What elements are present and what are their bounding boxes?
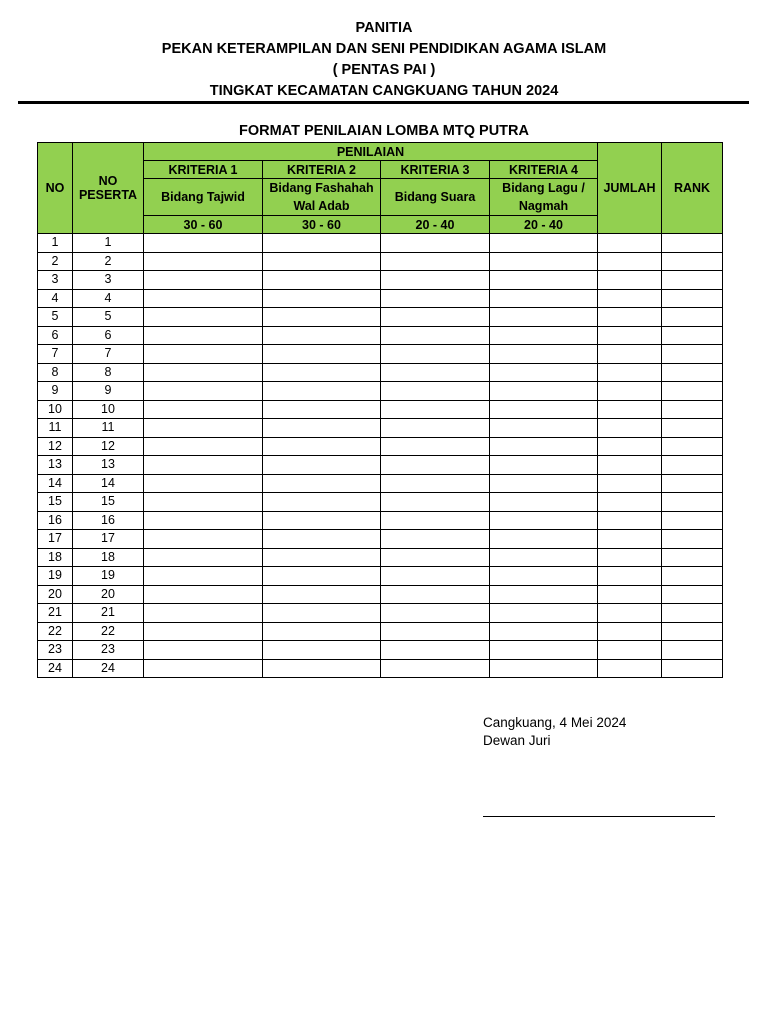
cell-no-peserta: 1 xyxy=(73,234,144,253)
cell-kriteria-2[interactable] xyxy=(263,419,381,438)
cell-no-peserta: 20 xyxy=(73,585,144,604)
cell-kriteria-3[interactable] xyxy=(381,419,490,438)
cell-kriteria-4[interactable] xyxy=(490,382,598,401)
cell-no: 5 xyxy=(38,308,73,327)
cell-jumlah[interactable] xyxy=(598,382,662,401)
cell-kriteria-1[interactable] xyxy=(144,567,263,586)
header-range-2: 30 - 60 xyxy=(263,216,381,234)
cell-kriteria-3[interactable] xyxy=(381,493,490,512)
cell-no-peserta: 19 xyxy=(73,567,144,586)
header-kriteria-3: KRITERIA 3 xyxy=(381,161,490,179)
cell-rank[interactable] xyxy=(662,271,723,290)
cell-no-peserta: 24 xyxy=(73,659,144,678)
cell-no: 6 xyxy=(38,326,73,345)
cell-no: 3 xyxy=(38,271,73,290)
cell-no: 9 xyxy=(38,382,73,401)
cell-kriteria-2[interactable] xyxy=(263,530,381,549)
cell-kriteria-3[interactable] xyxy=(381,326,490,345)
cell-kriteria-3[interactable] xyxy=(381,271,490,290)
cell-kriteria-2[interactable] xyxy=(263,326,381,345)
cell-kriteria-1[interactable] xyxy=(144,530,263,549)
cell-jumlah[interactable] xyxy=(598,326,662,345)
cell-no-peserta: 10 xyxy=(73,400,144,419)
cell-rank[interactable] xyxy=(662,308,723,327)
cell-rank[interactable] xyxy=(662,622,723,641)
cell-rank[interactable] xyxy=(662,400,723,419)
cell-no-peserta: 7 xyxy=(73,345,144,364)
cell-no: 4 xyxy=(38,289,73,308)
cell-no: 10 xyxy=(38,400,73,419)
table-row xyxy=(38,363,723,382)
header-jumlah: JUMLAH xyxy=(598,143,662,234)
cell-kriteria-4[interactable] xyxy=(490,641,598,660)
cell-no-peserta: 6 xyxy=(73,326,144,345)
cell-no: 1 xyxy=(38,234,73,253)
cell-no: 12 xyxy=(38,437,73,456)
cell-kriteria-3[interactable] xyxy=(381,234,490,253)
cell-kriteria-1[interactable] xyxy=(144,271,263,290)
cell-kriteria-1[interactable] xyxy=(144,326,263,345)
cell-kriteria-3[interactable] xyxy=(381,456,490,475)
cell-kriteria-1[interactable] xyxy=(144,363,263,382)
cell-kriteria-2[interactable] xyxy=(263,289,381,308)
cell-kriteria-1[interactable] xyxy=(144,456,263,475)
header-committee: PANITIA xyxy=(355,20,413,36)
header-kriteria-1: KRITERIA 1 xyxy=(144,161,263,179)
header-divider xyxy=(18,101,749,104)
cell-kriteria-3[interactable] xyxy=(381,308,490,327)
cell-kriteria-4[interactable] xyxy=(490,234,598,253)
header-no-peserta-label: NO PESERTA xyxy=(78,174,138,202)
table-row xyxy=(38,345,723,364)
cell-kriteria-4[interactable] xyxy=(490,511,598,530)
cell-kriteria-4[interactable] xyxy=(490,548,598,567)
cell-kriteria-4[interactable] xyxy=(490,567,598,586)
cell-kriteria-2[interactable] xyxy=(263,622,381,641)
cell-rank[interactable] xyxy=(662,345,723,364)
cell-jumlah[interactable] xyxy=(598,289,662,308)
header-bidang-4: Bidang Lagu / Nagmah xyxy=(490,179,598,216)
cell-kriteria-3[interactable] xyxy=(381,604,490,623)
table-row xyxy=(38,326,723,345)
cell-kriteria-3[interactable] xyxy=(381,289,490,308)
cell-kriteria-4[interactable] xyxy=(490,363,598,382)
cell-kriteria-4[interactable] xyxy=(490,604,598,623)
cell-kriteria-4[interactable] xyxy=(490,437,598,456)
cell-kriteria-2[interactable] xyxy=(263,437,381,456)
cell-kriteria-2[interactable] xyxy=(263,271,381,290)
cell-jumlah[interactable] xyxy=(598,604,662,623)
cell-kriteria-2[interactable] xyxy=(263,345,381,364)
cell-kriteria-3[interactable] xyxy=(381,382,490,401)
cell-no-peserta: 13 xyxy=(73,456,144,475)
cell-jumlah[interactable] xyxy=(598,419,662,438)
cell-jumlah[interactable] xyxy=(598,437,662,456)
cell-kriteria-3[interactable] xyxy=(381,252,490,271)
cell-no-peserta: 16 xyxy=(73,511,144,530)
cell-kriteria-1[interactable] xyxy=(144,622,263,641)
cell-rank[interactable] xyxy=(662,511,723,530)
cell-kriteria-4[interactable] xyxy=(490,585,598,604)
cell-kriteria-4[interactable] xyxy=(490,659,598,678)
scoring-table xyxy=(37,142,723,678)
cell-no: 8 xyxy=(38,363,73,382)
cell-no: 2 xyxy=(38,252,73,271)
cell-rank[interactable] xyxy=(662,474,723,493)
cell-jumlah[interactable] xyxy=(598,474,662,493)
cell-kriteria-4[interactable] xyxy=(490,252,598,271)
header-bidang-1: Bidang Tajwid xyxy=(144,179,263,216)
table-row xyxy=(38,659,723,678)
cell-no-peserta: 17 xyxy=(73,530,144,549)
cell-kriteria-4[interactable] xyxy=(490,308,598,327)
cell-jumlah[interactable] xyxy=(598,548,662,567)
cell-kriteria-1[interactable] xyxy=(144,493,263,512)
cell-no: 23 xyxy=(38,641,73,660)
cell-kriteria-3[interactable] xyxy=(381,363,490,382)
cell-no: 17 xyxy=(38,530,73,549)
cell-kriteria-4[interactable] xyxy=(490,289,598,308)
cell-jumlah[interactable] xyxy=(598,456,662,475)
cell-rank[interactable] xyxy=(662,419,723,438)
cell-jumlah[interactable] xyxy=(598,234,662,253)
cell-jumlah[interactable] xyxy=(598,363,662,382)
cell-no: 22 xyxy=(38,622,73,641)
cell-no-peserta: 11 xyxy=(73,419,144,438)
cell-rank[interactable] xyxy=(662,437,723,456)
header-bidang-2: Bidang Fashahah Wal Adab xyxy=(263,179,381,216)
table-body xyxy=(38,234,723,678)
header-no: NO xyxy=(38,143,73,234)
cell-no-peserta: 9 xyxy=(73,382,144,401)
table-row xyxy=(38,419,723,438)
cell-kriteria-4[interactable] xyxy=(490,400,598,419)
cell-kriteria-3[interactable] xyxy=(381,345,490,364)
cell-rank[interactable] xyxy=(662,493,723,512)
cell-kriteria-4[interactable] xyxy=(490,493,598,512)
cell-kriteria-2[interactable] xyxy=(263,567,381,586)
cell-kriteria-1[interactable] xyxy=(144,474,263,493)
header-bidang-3: Bidang Suara xyxy=(381,179,490,216)
signature-line xyxy=(483,816,715,817)
cell-no-peserta: 23 xyxy=(73,641,144,660)
cell-kriteria-2[interactable] xyxy=(263,363,381,382)
document-header xyxy=(0,18,768,102)
table-row xyxy=(38,456,723,475)
cell-rank[interactable] xyxy=(662,567,723,586)
table-row xyxy=(38,585,723,604)
table-row xyxy=(38,530,723,549)
table-row xyxy=(38,548,723,567)
cell-kriteria-2[interactable] xyxy=(263,493,381,512)
cell-rank[interactable] xyxy=(662,456,723,475)
cell-kriteria-2[interactable] xyxy=(263,252,381,271)
cell-no-peserta: 12 xyxy=(73,437,144,456)
form-title: FORMAT PENILAIAN LOMBA MTQ PUTRA xyxy=(239,123,529,139)
cell-no-peserta: 8 xyxy=(73,363,144,382)
cell-kriteria-3[interactable] xyxy=(381,511,490,530)
cell-kriteria-2[interactable] xyxy=(263,511,381,530)
table-row xyxy=(38,641,723,660)
cell-kriteria-3[interactable] xyxy=(381,548,490,567)
table-header xyxy=(38,143,723,234)
table-row xyxy=(38,271,723,290)
cell-kriteria-1[interactable] xyxy=(144,308,263,327)
cell-no-peserta: 5 xyxy=(73,308,144,327)
cell-kriteria-4[interactable] xyxy=(490,326,598,345)
header-no-peserta xyxy=(73,143,144,234)
cell-rank[interactable] xyxy=(662,585,723,604)
cell-no: 20 xyxy=(38,585,73,604)
cell-no: 24 xyxy=(38,659,73,678)
cell-jumlah[interactable] xyxy=(598,493,662,512)
table-row xyxy=(38,604,723,623)
cell-jumlah[interactable] xyxy=(598,659,662,678)
cell-rank[interactable] xyxy=(662,234,723,253)
table-row xyxy=(38,437,723,456)
cell-kriteria-3[interactable] xyxy=(381,437,490,456)
cell-kriteria-1[interactable] xyxy=(144,289,263,308)
cell-kriteria-4[interactable] xyxy=(490,419,598,438)
table-row xyxy=(38,382,723,401)
cell-kriteria-3[interactable] xyxy=(381,659,490,678)
table-row xyxy=(38,511,723,530)
cell-jumlah[interactable] xyxy=(598,567,662,586)
cell-no: 14 xyxy=(38,474,73,493)
cell-no-peserta: 4 xyxy=(73,289,144,308)
cell-no-peserta: 14 xyxy=(73,474,144,493)
cell-kriteria-2[interactable] xyxy=(263,659,381,678)
cell-no-peserta: 21 xyxy=(73,604,144,623)
header-range-4: 20 - 40 xyxy=(490,216,598,234)
cell-kriteria-1[interactable] xyxy=(144,400,263,419)
cell-kriteria-3[interactable] xyxy=(381,474,490,493)
cell-kriteria-4[interactable] xyxy=(490,530,598,549)
cell-kriteria-2[interactable] xyxy=(263,604,381,623)
signature-place-date: Cangkuang, 4 Mei 2024 xyxy=(483,715,627,730)
cell-kriteria-3[interactable] xyxy=(381,567,490,586)
cell-kriteria-1[interactable] xyxy=(144,234,263,253)
header-event-abbr: ( PENTAS PAI ) xyxy=(332,62,436,78)
cell-jumlah[interactable] xyxy=(598,345,662,364)
cell-jumlah[interactable] xyxy=(598,511,662,530)
signature-block xyxy=(483,714,626,750)
cell-kriteria-3[interactable] xyxy=(381,641,490,660)
cell-kriteria-2[interactable] xyxy=(263,456,381,475)
cell-rank[interactable] xyxy=(662,530,723,549)
header-kriteria-4: KRITERIA 4 xyxy=(490,161,598,179)
cell-no: 19 xyxy=(38,567,73,586)
header-range-3: 20 - 40 xyxy=(381,216,490,234)
cell-kriteria-1[interactable] xyxy=(144,641,263,660)
cell-jumlah[interactable] xyxy=(598,308,662,327)
header-kriteria-2: KRITERIA 2 xyxy=(263,161,381,179)
cell-rank[interactable] xyxy=(662,641,723,660)
table-row xyxy=(38,474,723,493)
cell-rank[interactable] xyxy=(662,289,723,308)
cell-rank[interactable] xyxy=(662,326,723,345)
header-range-1: 30 - 60 xyxy=(144,216,263,234)
table-row xyxy=(38,493,723,512)
cell-kriteria-2[interactable] xyxy=(263,400,381,419)
cell-kriteria-1[interactable] xyxy=(144,252,263,271)
header-rank: RANK xyxy=(662,143,723,234)
cell-kriteria-2[interactable] xyxy=(263,234,381,253)
cell-jumlah[interactable] xyxy=(598,271,662,290)
cell-kriteria-4[interactable] xyxy=(490,345,598,364)
cell-kriteria-2[interactable] xyxy=(263,641,381,660)
cell-rank[interactable] xyxy=(662,548,723,567)
cell-no-peserta: 22 xyxy=(73,622,144,641)
header-level-year: TINGKAT KECAMATAN CANGKUANG TAHUN 2024 xyxy=(209,83,559,99)
table-row xyxy=(38,234,723,253)
cell-kriteria-4[interactable] xyxy=(490,271,598,290)
cell-no: 18 xyxy=(38,548,73,567)
header-penilaian: PENILAIAN xyxy=(144,143,598,161)
cell-no: 16 xyxy=(38,511,73,530)
cell-kriteria-4[interactable] xyxy=(490,622,598,641)
table-row xyxy=(38,289,723,308)
cell-no-peserta: 15 xyxy=(73,493,144,512)
cell-kriteria-1[interactable] xyxy=(144,437,263,456)
cell-kriteria-2[interactable] xyxy=(263,382,381,401)
cell-no-peserta: 18 xyxy=(73,548,144,567)
signature-role: Dewan Juri xyxy=(483,733,551,748)
cell-kriteria-2[interactable] xyxy=(263,308,381,327)
cell-no-peserta: 2 xyxy=(73,252,144,271)
cell-kriteria-2[interactable] xyxy=(263,474,381,493)
cell-rank[interactable] xyxy=(662,382,723,401)
cell-rank[interactable] xyxy=(662,659,723,678)
cell-no: 11 xyxy=(38,419,73,438)
cell-kriteria-1[interactable] xyxy=(144,345,263,364)
cell-jumlah[interactable] xyxy=(598,252,662,271)
cell-jumlah[interactable] xyxy=(598,400,662,419)
cell-kriteria-1[interactable] xyxy=(144,604,263,623)
table-row xyxy=(38,400,723,419)
cell-jumlah[interactable] xyxy=(598,641,662,660)
cell-jumlah[interactable] xyxy=(598,585,662,604)
table-row xyxy=(38,308,723,327)
cell-kriteria-4[interactable] xyxy=(490,456,598,475)
cell-no-peserta: 3 xyxy=(73,271,144,290)
cell-rank[interactable] xyxy=(662,363,723,382)
cell-rank[interactable] xyxy=(662,252,723,271)
cell-no: 7 xyxy=(38,345,73,364)
header-event-name: PEKAN KETERAMPILAN DAN SENI PENDIDIKAN AGAMA ISLAM xyxy=(161,41,607,57)
table-row xyxy=(38,622,723,641)
cell-kriteria-2[interactable] xyxy=(263,548,381,567)
cell-kriteria-1[interactable] xyxy=(144,585,263,604)
cell-no: 13 xyxy=(38,456,73,475)
cell-no: 15 xyxy=(38,493,73,512)
cell-kriteria-1[interactable] xyxy=(144,511,263,530)
cell-kriteria-3[interactable] xyxy=(381,400,490,419)
cell-jumlah[interactable] xyxy=(598,622,662,641)
cell-kriteria-1[interactable] xyxy=(144,419,263,438)
cell-kriteria-2[interactable] xyxy=(263,585,381,604)
cell-kriteria-3[interactable] xyxy=(381,585,490,604)
cell-kriteria-4[interactable] xyxy=(490,474,598,493)
cell-no: 21 xyxy=(38,604,73,623)
cell-kriteria-1[interactable] xyxy=(144,659,263,678)
table-row xyxy=(38,567,723,586)
table-row xyxy=(38,252,723,271)
cell-jumlah[interactable] xyxy=(598,530,662,549)
cell-kriteria-1[interactable] xyxy=(144,382,263,401)
cell-kriteria-3[interactable] xyxy=(381,622,490,641)
cell-kriteria-3[interactable] xyxy=(381,530,490,549)
cell-kriteria-1[interactable] xyxy=(144,548,263,567)
cell-rank[interactable] xyxy=(662,604,723,623)
